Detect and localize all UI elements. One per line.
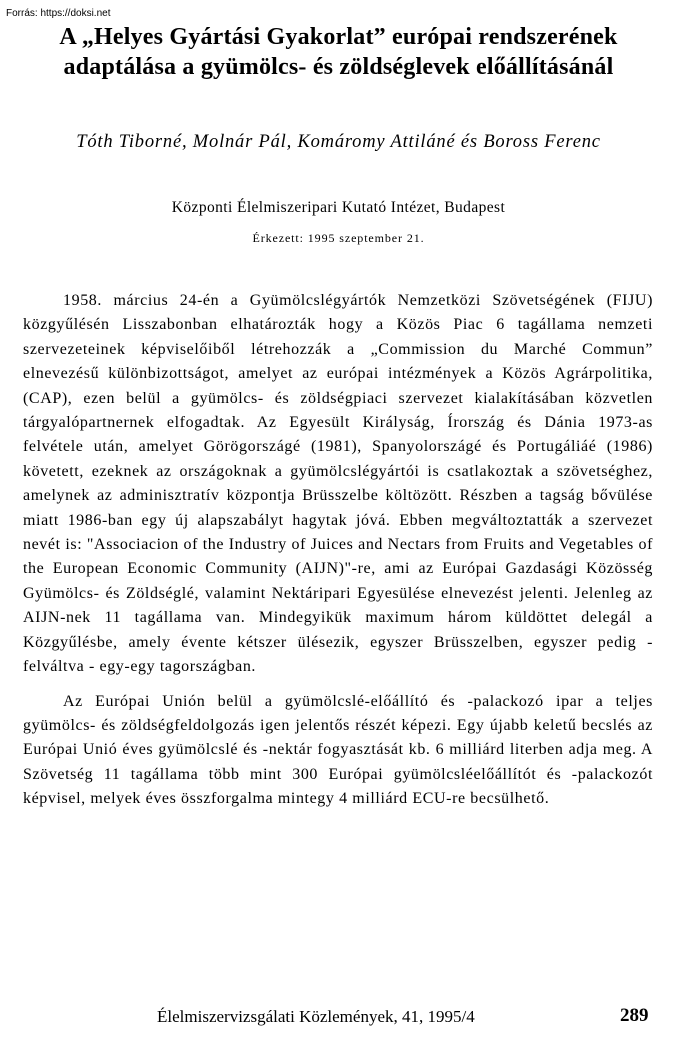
journal-citation: Élelmiszervizsgálati Közlemények, 41, 1995/4 [157,1007,475,1026]
source-label: Forrás: https://doksi.net [6,8,111,19]
paragraph-2: Az Európai Unión belül a gyümölcslé-előállító és -palackozó ipar a teljes gyümölcs- és zöldségfeldolgozás igen jelentős részét képezi. Egy újabb keletű becslés az Európai Unió éves gyümölcslé és -nektár fogyasztását kb. 6 milliárd literben adja meg. A Szövetség 11 tagállama több mint 300 Európai gyümölcsléelőállítót és -palackozót képvisel, melyek éves összforgalma mintegy 4 milliárd ECU-re becsülhető. [23,692,653,808]
page-number: 289 [620,1005,649,1026]
affiliation: Központi Élelmiszeripari Kutató Intézet, Budapest [171,199,506,216]
paragraph-1: 1958. március 24-én a Gyümölcslégyártók Nemzetközi Szövetségének (FIJU) közgyűlésén Lisszabonban elhatározták hogy a Közös Piac 6 tagállama nemzeti szervezeteinek képviselőiből létrehozzák a „Commission du Marché Commun” elnevezésű különbizottságot, amelyet az európai intézmények a Közös Agrárpolitika, (CAP), ezen belül a gyümölcs- és zöldségpiaci szervezet kialakításában közvetlen tárgyalópartnernek elfogadtak. Az Egyesült Királyság, Írország és Dánia 1973-as felvétele után, amelyet Görögországé (1981), Spanyolországé és Portugáliáé (1986) követett, ezeknek az országoknak a gyümölcslégyártói is csatlakoztak a szövetséghez, amelynek az adminisztratív központja Brüsszelbe költözött. Részben a tagság bővülése miatt 1986-ban egy új alapszabályt hagytak jóvá. Ebben megváltoztatták a szervezet nevét is: "Associacion of the Industry of Juices and Nectars from Fruits and Vegetables of the European Economic Community (AIJN)"-re, ami az Európai Gazdasági Közösség Gyümölcs- és Zöldséglé, valamint Nektáripari Egyesülése elnevezést jelenti. Jelenleg az AIJN-nek 11 tagállama van. Mindegyikük maximum három küldöttet delegál a Közgyűlésbe, amely évente kétszer ülésezik, egyszer Brüsszelben, egyszer pedig - felváltva - egy-egy tagországban. [23,292,653,676]
article-authors: Tóth Tiborné, Molnár Pál, Komáromy Attiláné és Boross Ferenc [76,132,601,152]
article-body [23,289,653,812]
received-date: Érkezett: 1995 szeptember 21. [252,231,425,245]
article-title: A „Helyes Gyártási Gyakorlat” európai rendszerének adaptálása a gyümölcs- és zöldséglevek előállításánál [59,24,618,80]
